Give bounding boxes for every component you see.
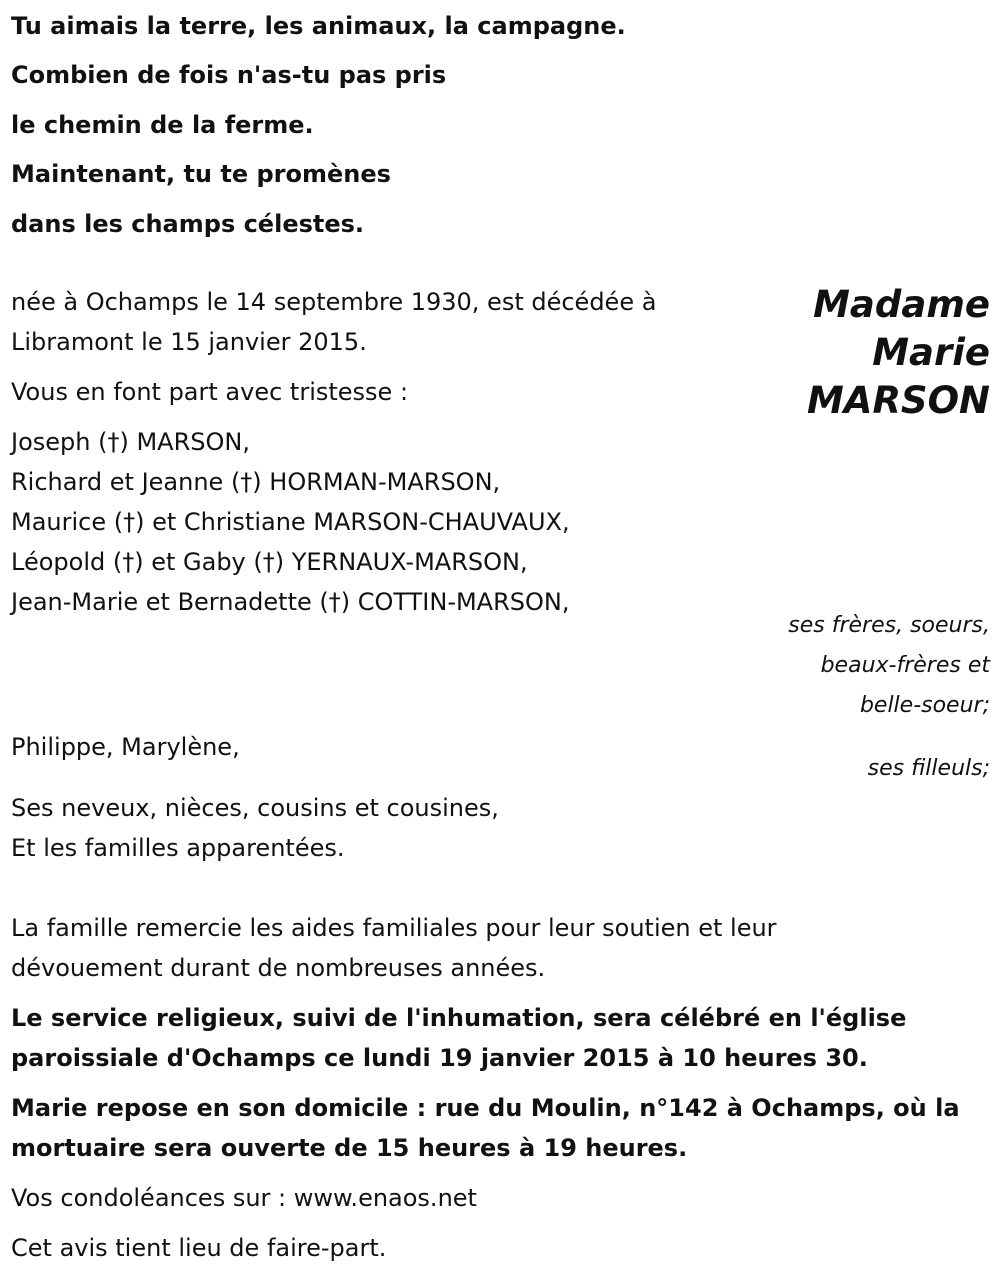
sibling-line: Joseph (†) MARSON,	[11, 428, 250, 456]
siblings-relation-line: ses frères, soeurs,	[788, 613, 990, 638]
godchildren-relation: ses filleuls;	[867, 756, 990, 781]
poem-line: dans les champs célestes.	[11, 210, 365, 238]
sibling-line: Richard et Jeanne (†) HORMAN-MARSON,	[11, 468, 501, 496]
deceased-title: Madame	[813, 283, 990, 326]
sibling-line: Maurice (†) et Christiane MARSON-CHAUVAUX,	[11, 508, 570, 536]
birth-death-line: née à Ochamps le 14 septembre 1930, est décédée à	[11, 288, 657, 316]
siblings-relation-line: belle-soeur;	[859, 693, 990, 718]
thanks-line: La famille remercie les aides familiales pour leur soutien et leur	[11, 914, 777, 942]
others-line: Et les familles apparentées.	[11, 834, 345, 862]
poem-line: le chemin de la ferme.	[11, 111, 314, 139]
sibling-line: Léopold (†) et Gaby (†) YERNAUX-MARSON,	[11, 548, 528, 576]
condolences-text: Vos condoléances sur : www.enaos.net	[11, 1184, 477, 1212]
sibling-line: Jean-Marie et Bernadette (†) COTTIN-MARSON,	[11, 588, 570, 616]
siblings-relation-line: beaux-frères et	[820, 653, 990, 678]
thanks-line: dévouement durant de nombreuses années.	[11, 954, 546, 982]
visitation-line: Marie repose en son domicile : rue du Moulin, n°142 à Ochamps, où la	[11, 1094, 960, 1122]
service-line: Le service religieux, suivi de l'inhumation, sera célébré en l'église	[11, 1004, 907, 1032]
closing-text: Cet avis tient lieu de faire-part.	[11, 1234, 387, 1262]
service-line: paroissiale d'Ochamps ce lundi 19 janvier 2015 à 10 heures 30.	[11, 1044, 868, 1072]
deceased-last-name: MARSON	[806, 379, 990, 422]
deceased-first-name: Marie	[872, 331, 990, 374]
announcement-text: Vous en font part avec tristesse :	[11, 378, 409, 406]
godchildren-names: Philippe, Marylène,	[11, 733, 240, 761]
visitation-line: mortuaire sera ouverte de 15 heures à 19 heures.	[11, 1134, 688, 1162]
poem-line: Maintenant, tu te promènes	[11, 160, 391, 188]
poem-line: Combien de fois n'as-tu pas pris	[11, 61, 447, 89]
birth-death-line: Libramont le 15 janvier 2015.	[11, 328, 367, 356]
poem-line: Tu aimais la terre, les animaux, la campagne.	[11, 12, 626, 40]
others-line: Ses neveux, nièces, cousins et cousines,	[11, 794, 499, 822]
